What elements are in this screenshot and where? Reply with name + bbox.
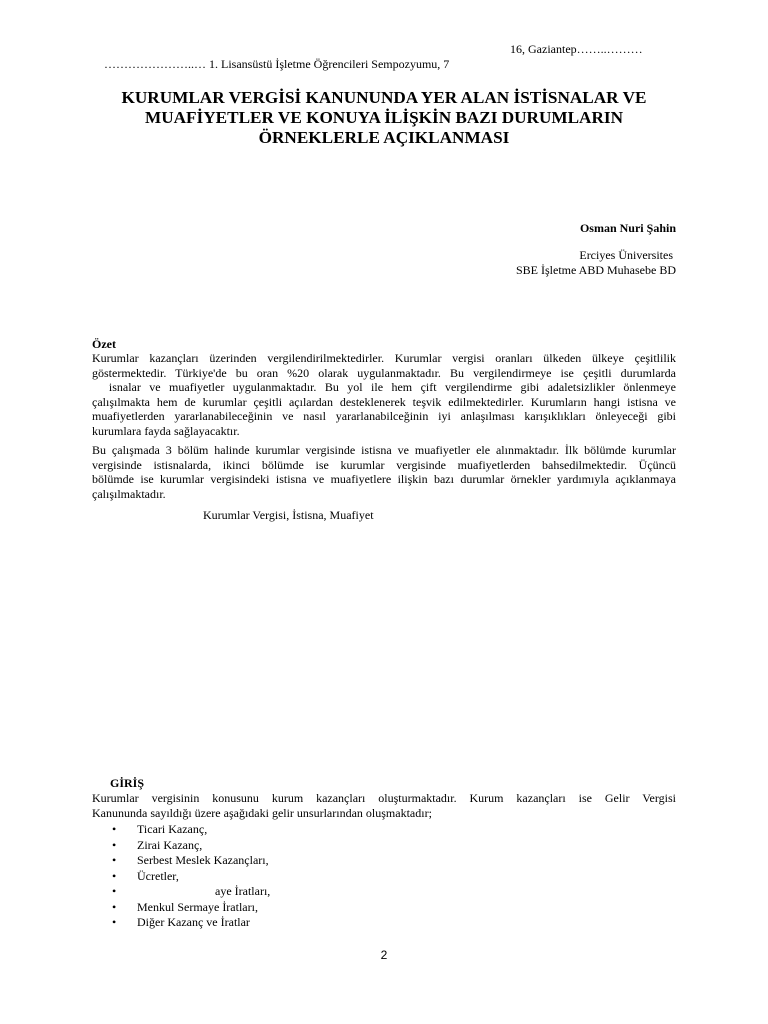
list-item bbox=[112, 900, 270, 916]
text-line: vergisinde istisnalarda, ikinci bölümde ise kurumlar vergisinde muafiyetlerden bahsedilmektedir. Üçüncü bbox=[92, 457, 676, 472]
page-number: 2 bbox=[380, 948, 388, 962]
author-name: Osman Nuri Şahin bbox=[579, 221, 676, 235]
intro-paragraph bbox=[92, 791, 676, 820]
text-line: çalışılmakta hem de kurumlar çeşitli açılardan desteklenerek teşvik edilmektedirler. Kurumların hangi istisna ve bbox=[92, 394, 676, 409]
text-line: çalışılmaktadır. bbox=[92, 486, 166, 501]
title-line: KURUMLAR VERGİSİ KANUNUNDA YER ALAN İSTİSNALAR VE bbox=[121, 88, 647, 107]
affiliation-line: SBE İşletme ABD Muhasebe BD bbox=[516, 263, 676, 277]
list-item-text: Ücretler, bbox=[137, 868, 179, 883]
abstract-heading: Özet bbox=[92, 337, 116, 351]
list-item bbox=[112, 822, 270, 838]
list-item bbox=[112, 884, 270, 900]
bullet-icon: • bbox=[112, 899, 117, 914]
abstract-paragraph-2 bbox=[92, 443, 676, 501]
text-line: kurumlara fayda sağlayacaktır. bbox=[92, 423, 240, 438]
list-item-text: aye İratları, bbox=[137, 884, 271, 898]
bullet-icon: • bbox=[112, 884, 117, 898]
text-line: isnalar ve muafiyetler uygulanmaktadır. Bu yol ile hem çift vergilendirme gibi adaletsizlikler önlenmeye bbox=[92, 380, 676, 394]
bullet-icon: • bbox=[112, 837, 117, 852]
bullet-icon: • bbox=[112, 853, 117, 867]
abstract-paragraph-1 bbox=[92, 351, 676, 438]
bullet-icon: • bbox=[112, 868, 117, 883]
title-line: ÖRNEKLERLE AÇIKLANMASI bbox=[258, 128, 510, 147]
header-right: 16, Gaziantep……..……… bbox=[510, 42, 643, 56]
list-item-text: Serbest Meslek Kazançları, bbox=[137, 853, 269, 867]
list-item-text: Diğer Kazanç ve İratlar bbox=[137, 915, 250, 929]
section-heading-giris: GİRİŞ bbox=[110, 776, 145, 790]
text-line: Kurumlar vergisinin konusunu kurum kazançları oluşturmaktadır. Kurum kazançları ise Gelir Vergisi bbox=[92, 791, 676, 805]
text-line: Bu çalışmada 3 bölüm halinde kurumlar vergisinde istisna ve muafiyetler ele alınmaktadır. İlk bölümde kurumlar bbox=[92, 443, 676, 457]
list-item bbox=[112, 838, 270, 854]
income-list bbox=[112, 822, 270, 931]
title-line: MUAFİYETLER VE KONUYA İLİŞKİN BAZI DURUMLARIN bbox=[145, 108, 623, 127]
affiliation-line: Erciyes Üniversites bbox=[579, 248, 676, 262]
author-affiliation bbox=[516, 248, 676, 278]
list-item-text: Ticari Kazanç, bbox=[137, 822, 208, 836]
text-line: muafiyetlerden yararlanabileceğinin ve nasıl yararlanabilceğinin iyi anlaşılması karışıklıkları önleyeceği gibi bbox=[92, 409, 676, 423]
bullet-icon: • bbox=[112, 915, 117, 929]
list-item bbox=[112, 915, 270, 931]
text-line: göstermektedir. Türkiye'de bu oran %20 olarak uygulanmaktadır. Bu vergilendirmeye ise çeşitli durumlarda bbox=[92, 365, 676, 380]
paper-title bbox=[90, 88, 678, 148]
list-item-text: Menkul Sermaye İratları, bbox=[137, 899, 258, 914]
text-line: Kanununda sayıldığı üzere aşağıdaki gelir unsurlarından oluşmaktadır; bbox=[92, 805, 432, 820]
header-left: …………………..… 1. Lisansüstü İşletme Öğrencileri Sempozyumu, 7 bbox=[104, 57, 450, 71]
bullet-icon: • bbox=[112, 822, 117, 836]
text-line: bölümde ise kurumlar vergisindeki istisna ve muafiyetlere ilişkin bazı durumlar örnekler yardımıyla açıklanmaya bbox=[92, 472, 676, 486]
list-item-text: Zirai Kazanç, bbox=[137, 837, 203, 852]
keywords: Kurumlar Vergisi, İstisna, Muafiyet bbox=[203, 508, 374, 522]
text-line: Kurumlar kazançları üzerinden vergilendirilmektedirler. Kurumlar vergisi oranları ülkeden ülkeye çeşitlilik bbox=[92, 351, 676, 365]
list-item bbox=[112, 853, 270, 869]
list-item bbox=[112, 869, 270, 885]
